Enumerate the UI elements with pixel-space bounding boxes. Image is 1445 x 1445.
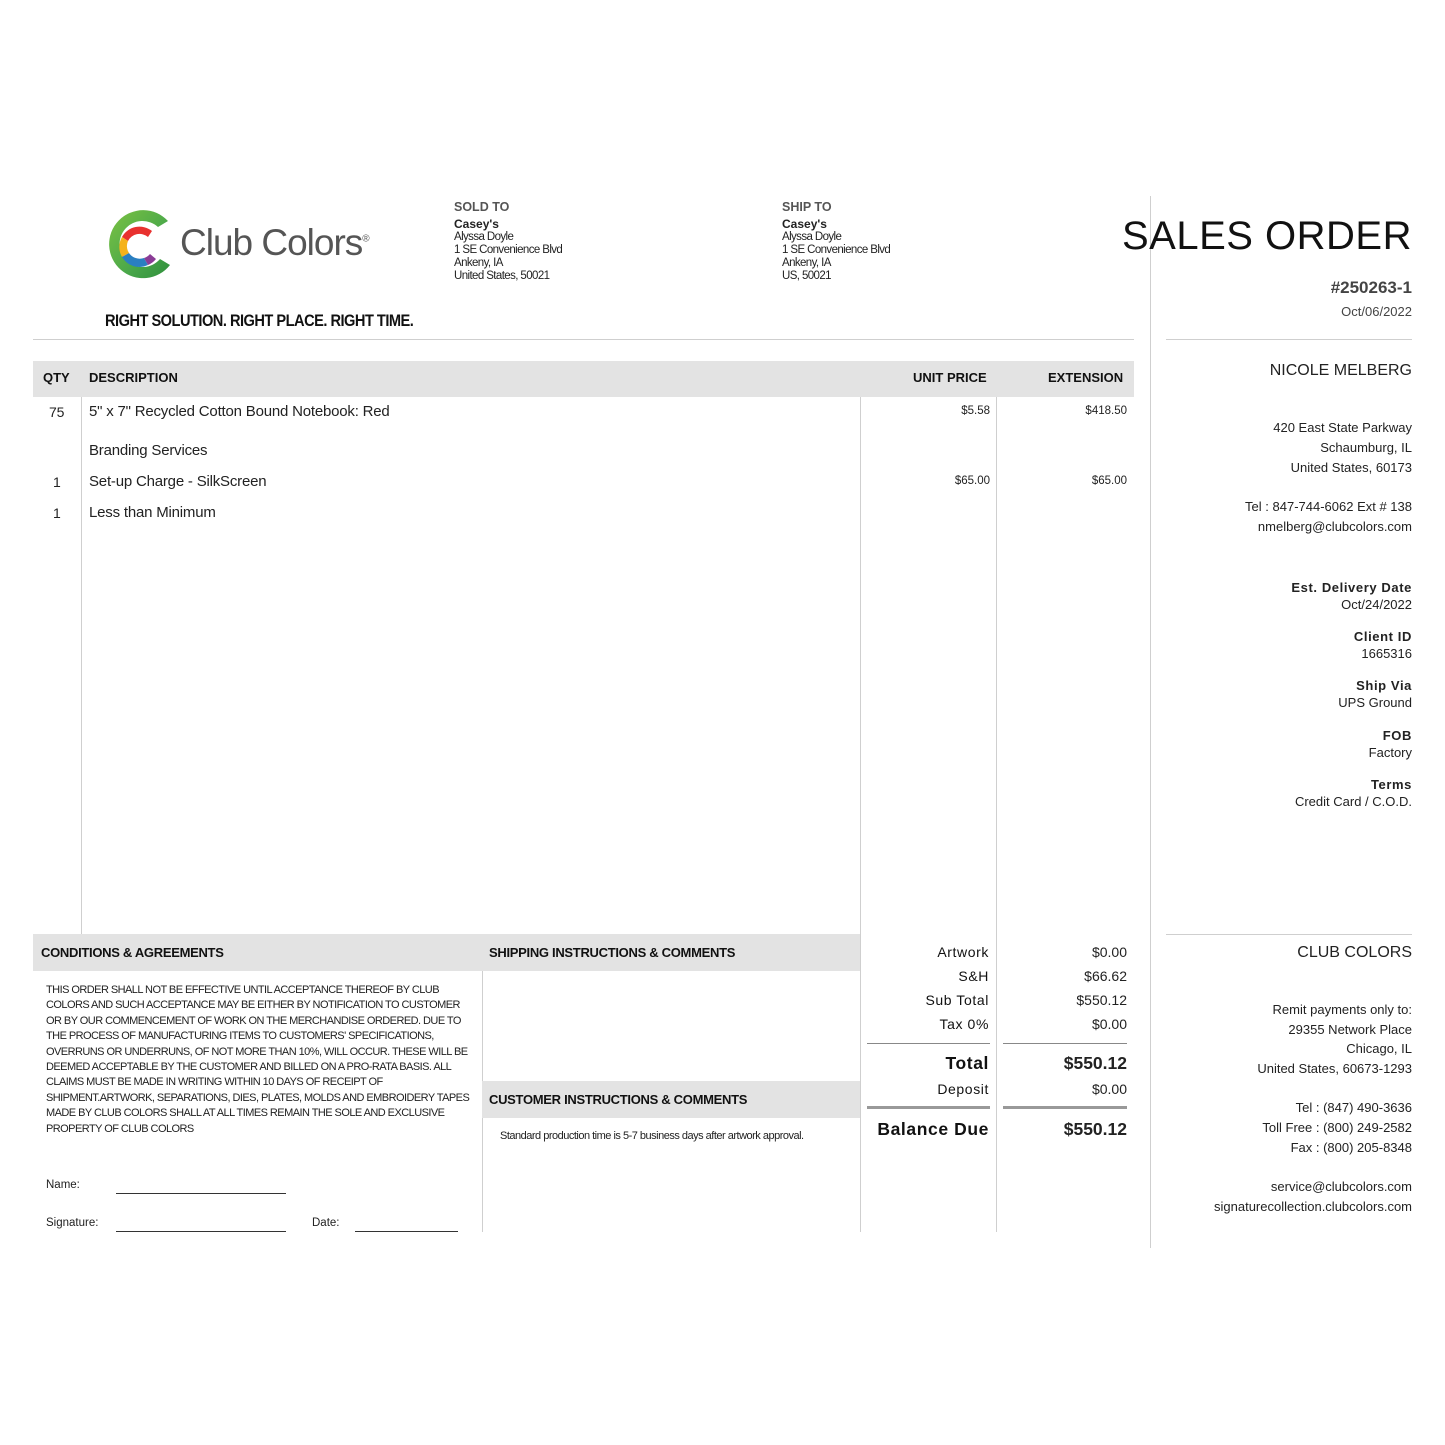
row-qty: 1 (53, 505, 61, 521)
col-header-extension: EXTENSION (1048, 370, 1124, 385)
client-id-value: 1665316 (1361, 646, 1412, 661)
deposit-value: $0.00 (1091, 1081, 1127, 1097)
row-unit-price: $5.58 (961, 405, 990, 417)
delivery-date-label: Est. Delivery Date (1291, 580, 1412, 595)
header-divider (33, 339, 1134, 340)
total-value: $550.12 (1063, 1053, 1127, 1073)
col-header-description: DESCRIPTION (89, 370, 178, 385)
company-fax: Fax : (800) 205-8348 (1290, 1140, 1412, 1155)
company-name: CLUB COLORS (1297, 944, 1412, 961)
deposit-label: Deposit (937, 1081, 989, 1097)
sold-to-country-zip: United States, 50021 (454, 270, 550, 282)
ship-via-value: UPS Ground (1338, 695, 1412, 710)
remit-label: Remit payments only to: (1272, 1002, 1412, 1017)
ship-to-city: Ankeny, IA (782, 257, 831, 269)
shipping-title: SHIPPING INSTRUCTIONS & COMMENTS (489, 945, 736, 960)
ship-to-block (782, 200, 890, 283)
company-country-zip: United States, 60673-1293 (1257, 1061, 1412, 1076)
tax-value: $0.00 (1091, 1016, 1127, 1032)
rep-city: Schaumburg, IL (1320, 440, 1412, 455)
row-description: Branding Services (89, 442, 208, 459)
conditions-title: CONDITIONS & AGREEMENTS (41, 945, 224, 960)
ship-to-title: SHIP TO (782, 200, 832, 214)
row-unit-price: $65.00 (954, 475, 990, 487)
artwork-label: Artwork (937, 944, 989, 960)
row-qty: 1 (53, 474, 61, 490)
tax-label: Tax 0% (939, 1016, 989, 1032)
date-label: Date: (312, 1217, 340, 1229)
customer-text: Standard production time is 5-7 business days after artwork approval. (500, 1130, 804, 1142)
sold-to-company: Casey's (454, 217, 499, 231)
company-street: 29355 Network Place (1288, 1022, 1412, 1037)
ship-to-street: 1 SE Convenience Blvd (782, 244, 891, 256)
sh-value: $66.62 (1084, 968, 1127, 984)
right-panel-divider-top (1166, 339, 1412, 340)
ship-to-company: Casey's (782, 217, 827, 231)
balance-due-label: Balance Due (877, 1119, 989, 1139)
rep-name: NICOLE MELBERG (1269, 362, 1412, 379)
row-description: Less than Minimum (89, 504, 216, 521)
brand-tagline: RIGHT SOLUTION. RIGHT PLACE. RIGHT TIME. (105, 311, 414, 330)
company-city: Chicago, IL (1346, 1041, 1412, 1056)
rep-email[interactable]: nmelberg@clubcolors.com (1257, 519, 1412, 534)
document-title: SALES ORDER (1121, 214, 1412, 258)
row-description: Set-up Charge - SilkScreen (89, 473, 267, 490)
row-extension: $65.00 (1091, 475, 1127, 487)
ship-to-country-zip: US, 50021 (782, 270, 831, 282)
company-tollfree: Toll Free : (800) 249-2582 (1262, 1120, 1412, 1135)
client-id-label: Client ID (1353, 629, 1412, 644)
sold-to-street: 1 SE Convenience Blvd (454, 244, 563, 256)
company-email[interactable]: service@clubcolors.com (1270, 1179, 1412, 1194)
rep-street: 420 East State Parkway (1273, 420, 1412, 435)
ship-via-label: Ship Via (1356, 678, 1412, 693)
sh-label: S&H (958, 968, 989, 984)
sold-to-city: Ankeny, IA (454, 257, 503, 269)
order-date: Oct/06/2022 (1341, 304, 1412, 319)
logo-swirl-icon (100, 207, 180, 283)
col-divider-unit-price (996, 397, 997, 934)
name-field[interactable] (116, 1193, 286, 1194)
terms-value: Credit Card / C.O.D. (1294, 794, 1412, 809)
row-extension: $418.50 (1085, 405, 1127, 417)
fob-value: Factory (1368, 745, 1412, 760)
col-header-qty: QTY (43, 370, 70, 385)
comments-divider (860, 934, 861, 1232)
brand-name: Club Colors® (180, 222, 369, 263)
company-website[interactable]: signaturecollection.clubcolors.com (1214, 1199, 1412, 1214)
col-header-unit-price: UNIT PRICE (913, 370, 987, 385)
total-rule-left (867, 1043, 990, 1044)
subtotal-label: Sub Total (925, 992, 989, 1008)
date-field[interactable] (355, 1231, 458, 1232)
col-divider-qty (81, 397, 82, 934)
row-qty: 75 (49, 404, 65, 420)
customer-title: CUSTOMER INSTRUCTIONS & COMMENTS (489, 1092, 748, 1107)
row-description: 5" x 7" Recycled Cotton Bound Notebook: Red (89, 403, 390, 420)
ship-to-contact: Alyssa Doyle (782, 231, 842, 243)
right-panel-divider (1150, 196, 1151, 1248)
balance-due-value: $550.12 (1063, 1119, 1127, 1139)
balance-rule-left (867, 1106, 990, 1109)
fob-label: FOB (1382, 728, 1412, 743)
total-label: Total (945, 1053, 989, 1073)
totals-divider (996, 934, 997, 1232)
conditions-text: THIS ORDER SHALL NOT BE EFFECTIVE UNTIL ACCEPTANCE THEREOF BY CLUB COLORS AND SUCH ACCEPTANCE MAY BE EITHER BY NOTIFICATION TO CUSTOMER OR BY OUR COMMENCEMENT OF WORK ON THE MERCHANDISE ORDERED. DUE TO THE PROCESS OF MANUFACTURING ITEMS TO CUSTOMERS' SPECIFICATIONS, OVERRUNS OR UNDERRUNS, OF NOT MORE THAN 10%, WILL OCCUR. THESE WILL BE DEEMED ACCEPTABLE BY THE CUSTOMER AND BILLED ON A PRO-RATA BASIS. ALL CLAIMS MUST BE MADE IN WRITING WITHIN 10 DAYS OF RECEIPT OF SHIPMENT.ARTWORK, SEPARATIONS, DIES, PLATES, MOLDS AND EMBROIDERY TAPES MADE BY CLUB COLORS SHALL AT ALL TIMES REMAIN THE SOLE AND EXCLUSIVE PROPERTY OF CLUB COLORS (46, 984, 470, 1135)
company-tel: Tel : (847) 490-3636 (1295, 1100, 1412, 1115)
delivery-date-value: Oct/24/2022 (1341, 597, 1412, 612)
rep-country-zip: United States, 60173 (1290, 460, 1412, 475)
right-panel-divider-bottom (1166, 934, 1412, 935)
rep-tel: Tel : 847-744-6062 Ext # 138 (1245, 499, 1412, 514)
signature-label: Signature: (46, 1217, 99, 1229)
col-divider-description (860, 397, 861, 934)
order-number: #250263-1 (1330, 278, 1412, 297)
name-label: Name: (46, 1179, 80, 1191)
total-rule-right (1003, 1043, 1127, 1044)
balance-rule-right (1003, 1106, 1127, 1109)
sold-to-contact: Alyssa Doyle (454, 231, 514, 243)
signature-field[interactable] (116, 1231, 286, 1232)
terms-label: Terms (1370, 777, 1412, 792)
sold-to-block (454, 200, 562, 283)
artwork-value: $0.00 (1091, 944, 1127, 960)
sold-to-title: SOLD TO (454, 200, 510, 214)
subtotal-value: $550.12 (1076, 992, 1127, 1008)
